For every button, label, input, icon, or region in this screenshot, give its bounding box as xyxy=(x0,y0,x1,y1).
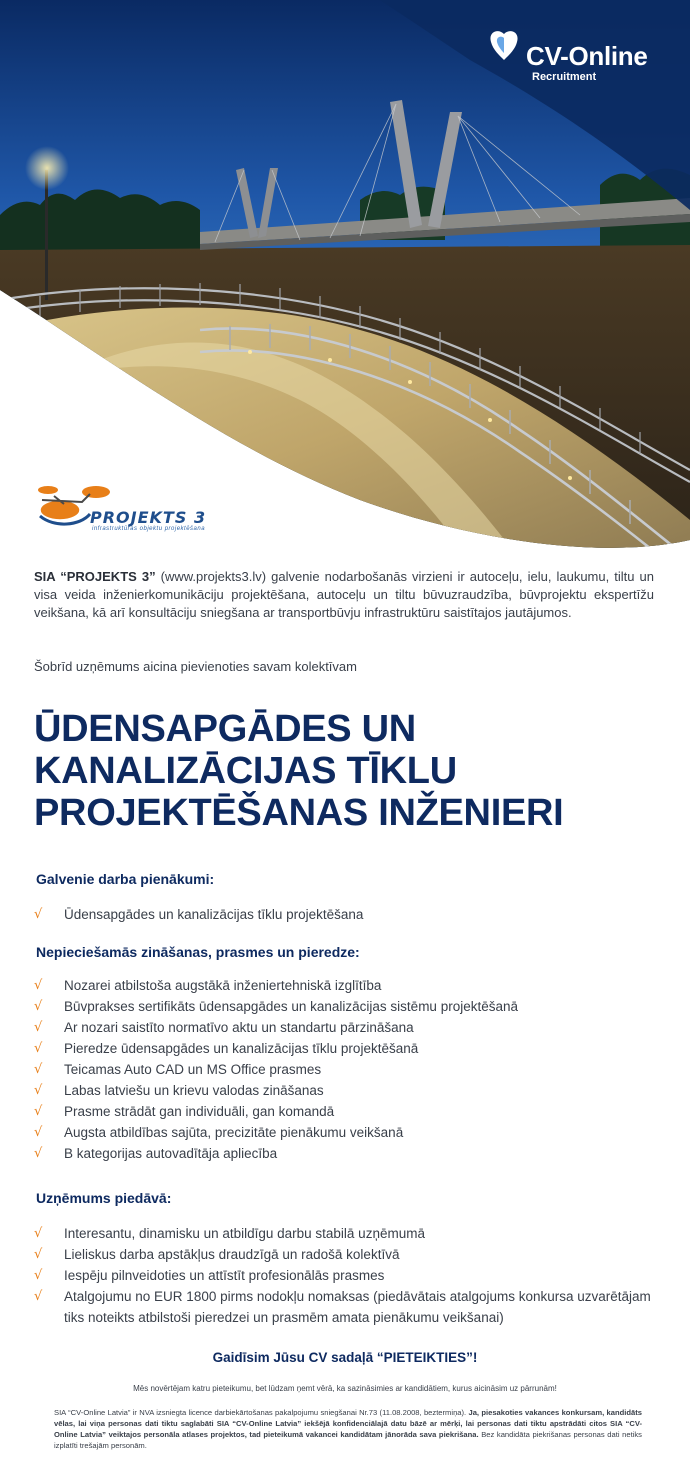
lead-text: Šobrīd uzņēmums aicina pievienoties savam kolektīvam xyxy=(34,659,357,674)
check-icon: √ xyxy=(34,1041,43,1056)
offer-list xyxy=(34,1223,664,1328)
list-item-text: Būvprakses sertifikāts ūdensapgādes un kanalizācijas sistēmu projektēšanā xyxy=(64,999,518,1014)
list-item xyxy=(34,996,664,1017)
list-item-text: Augsta atbildības sajūta, precizitāte pienākumu veikšanā xyxy=(64,1125,404,1140)
list-item-text: Atalgojumu no EUR 1800 pirms nodokļu nomaksas (piedāvātais atalgojums konkursa uzvarētājam tiks noteikts atbilstoši pieredzei un prasmēm amata pienākumu veikšanai) xyxy=(64,1289,651,1325)
company-name: SIA “PROJEKTS 3” xyxy=(34,569,156,584)
list-item xyxy=(34,975,664,996)
intro-text: (www.projekts3.lv) galvenie nodarbošanās virzieni ir autoceļu, ielu, laukumu, tiltu un visa veida inženierkomunikāciju projektēšana, autoceļu un tiltu būvuzraudzība, būvprojektu ekspertīžu veikšana, kā arī konsultāciju sniegšana ar transportbūvju infrastruktūru saistītajos jautājumos. xyxy=(34,569,654,620)
check-icon: √ xyxy=(34,1020,43,1035)
check-icon: √ xyxy=(34,1062,43,1077)
list-item xyxy=(34,1223,664,1244)
check-icon: √ xyxy=(34,999,43,1014)
consent-text: Ja, piesakoties vakances konkursam, kandidāts vēlas, lai viņa personas dati tiktu saglabāti SIA “CV-Online Latvia” iekšējā konfidenciālajā datu bāzē ar mērķi, lai personas dati tiktu apstrādāti citos SIA “CV-Online Latvia” veiktajos personāla atlases projektos, tad pieteikumā vakancei kandidātam jānorāda sava piekrišana. xyxy=(54,1408,642,1439)
list-item-text: Ar nozari saistīto normatīvo aktu un standartu pārzināšana xyxy=(64,1020,414,1035)
list-item xyxy=(34,1244,664,1265)
list-item-text: Nozarei atbilstoša augstākā inženiertehniskā izglītība xyxy=(64,978,382,993)
list-item-text: Interesantu, dinamisku un atbildīgu darbu stabilā uzņēmumā xyxy=(64,1226,425,1241)
check-icon: √ xyxy=(34,1226,43,1241)
requirements-heading: Nepieciešamās zināšanas, prasmes un pieredze: xyxy=(36,944,360,960)
list-item-text: Pieredze ūdensapgādes un kanalizācijas tīklu projektēšanā xyxy=(64,1041,419,1056)
check-icon: √ xyxy=(34,1104,43,1119)
brand-sub: Recruitment xyxy=(532,71,597,83)
projekts3-logo-word: PROJEKTS 3 xyxy=(90,508,207,527)
list-item xyxy=(34,1059,664,1080)
cv-online-brand xyxy=(526,42,648,84)
job-title-line: PROJEKTĒŠANAS INŽENIERI xyxy=(34,792,564,834)
list-item xyxy=(34,1265,664,1286)
projekts3-logo xyxy=(34,480,244,540)
duties-heading: Galvenie darba pienākumi: xyxy=(36,871,215,887)
check-icon: √ xyxy=(34,1125,43,1140)
check-icon: √ xyxy=(34,907,43,922)
check-icon: √ xyxy=(34,1268,43,1283)
legal-fine-print xyxy=(54,1407,642,1451)
duties-list xyxy=(34,904,664,925)
job-title-line: ŪDENSAPGĀDES UN xyxy=(34,708,416,750)
list-item-text: Iespēju pilnveidoties un attīstīt profesionālās prasmes xyxy=(64,1268,385,1283)
list-item xyxy=(34,1017,664,1038)
check-icon: √ xyxy=(34,978,43,993)
intro-paragraph xyxy=(34,568,654,622)
list-item-text: Labas latviešu un krievu valodas zināšanas xyxy=(64,1083,324,1098)
list-item xyxy=(34,904,664,925)
candidate-note: Mēs novērtējam katru pieteikumu, bet lūdzam ņemt vērā, ka sazināsimies ar kandidātiem, kurus aicināsim uz pārrunām! xyxy=(133,1384,557,1393)
list-item xyxy=(34,1038,664,1059)
check-icon: √ xyxy=(34,1247,43,1262)
list-item-text: Prasme strādāt gan individuāli, gan komandā xyxy=(64,1104,335,1119)
job-title-line: KANALIZĀCIJAS TĪKLU xyxy=(34,750,457,792)
list-item xyxy=(34,1286,664,1328)
check-icon: √ xyxy=(34,1146,43,1161)
list-item xyxy=(34,1080,664,1101)
list-item-text: B kategorijas autovadītāja apliecība xyxy=(64,1146,278,1161)
list-item-text: Teicamas Auto CAD un MS Office prasmes xyxy=(64,1062,322,1077)
list-item xyxy=(34,1101,664,1122)
list-item-text: Lieliskus darba apstākļus draudzīgā un radošā kolektīvā xyxy=(64,1247,400,1262)
check-icon: √ xyxy=(34,1289,43,1304)
job-title xyxy=(34,708,674,834)
check-icon: √ xyxy=(34,1083,43,1098)
privacy-text: Bez kandidāta piekrišanas personas dati netiks izplatīti trešajām personām. xyxy=(54,1430,642,1450)
list-item-text: Ūdensapgādes un kanalizācijas tīklu projektēšana xyxy=(64,907,364,922)
license-text: SIA “CV-Online Latvia” ir NVA izsniegta licence darbiekārtošanas pakalpojumu sniegšanai Nr.73 (11.08.2008, beztermiņa). xyxy=(54,1408,469,1417)
offer-heading: Uzņēmums piedāvā: xyxy=(36,1190,172,1206)
hero-bridge-photo xyxy=(0,0,690,560)
list-item xyxy=(34,1143,664,1164)
requirements-list xyxy=(34,975,664,1164)
apply-call-to-action: Gaidīsim Jūsu CV sadaļā “PIETEIKTIES”! xyxy=(212,1350,478,1365)
list-item xyxy=(34,1122,664,1143)
brand-name: CV-Online xyxy=(526,41,648,71)
projekts3-logo-tagline: infrastruktūras objektu projektēšana xyxy=(92,526,206,532)
